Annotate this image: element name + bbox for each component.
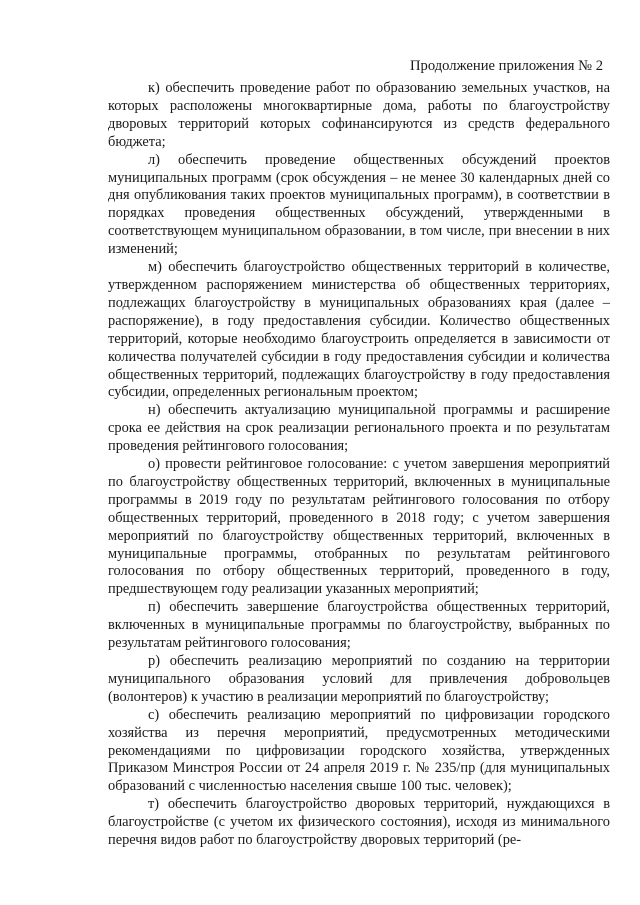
paragraph-n: н) обеспечить актуализацию муниципальной программы и расширение срока ее действия на срок реализации регионального проекта и по результатам проведения рейтингового голосования; [108,402,610,455]
paragraph-o: о) провести рейтинговое голосование: с учетом завершения мероприятий по благоустройству общественных территорий, включенных в муниципальные программы в 2019 году по результатам рейтингового голосования по отбору общественных территорий, проведенного в 2018 году; с учетом завершения мероприятий по благоустройству общественных территорий, включенных в муниципальные программы, отобранных по результатам рейтингового голосования по отбору общественных территорий, проведенного в году, предшествующем году реализации указанных мероприятий; [108,456,610,598]
paragraph-m: м) обеспечить благоустройство общественных территорий в количестве, утвержденном распоряжением министерства об общественных территориях, подлежащих благоустройству в муниципальных образованиях края (далее – распоряжение), в году предоставления субсидии. Количество общественных территорий, которые необходимо благоустроить определяется в зависимости от количества получателей субсидии в году предоставления субсидии и количества общественных территорий, подлежащих благоустройству в году предоставления субсидии, определенных региональным проектом; [108,259,610,401]
paragraph-p: п) обеспечить завершение благоустройства общественных территорий, включенных в муниципальные программы по благоустройству, выбранных по результатам рейтингового голосования; [108,599,610,652]
paragraph-k: к) обеспечить проведение работ по образованию земельных участков, на которых расположены многоквартирные дома, работы по благоустройству дворовых территорий которых софинансируются из средств федерального бюджета; [108,80,610,150]
paragraph-l: л) обеспечить проведение общественных обсуждений проектов муниципальных программ (срок обсуждения – не менее 30 календарных дней со дня опубликования таких проектов муниципальных программ), в соответствии в порядках проведения общественных обсуждений, утвержденными в соответствующем муниципальном образовании, в том числе, при внесении в них изменений; [108,151,610,258]
appendix-continuation-note: Продолжение приложения № 2 [410,58,603,74]
paragraph-t: т) обеспечить благоустройство дворовых территорий, нуждающихся в благоустройстве (с учетом их физического состояния), исходя из минимального перечня видов работ по благоустройству дворовых территорий (ре- [108,796,610,849]
document-body [108,80,610,850]
paragraph-r: р) обеспечить реализацию мероприятий по созданию на территории муниципального образования условий для привлечения добровольцев (волонтеров) к участию в реализации мероприятий по благоустройству; [108,653,610,705]
paragraph-s: с) обеспечить реализацию мероприятий по цифровизации городского хозяйства из перечня мероприятий, предусмотренных методическими рекомендациями по цифровизации городского хозяйства, утвержденных Приказом Минстроя России от 24 апреля 2019 г. № 235/пр (для муниципальных образований с численностью населения свыше 100 тыс. человек); [108,706,610,795]
